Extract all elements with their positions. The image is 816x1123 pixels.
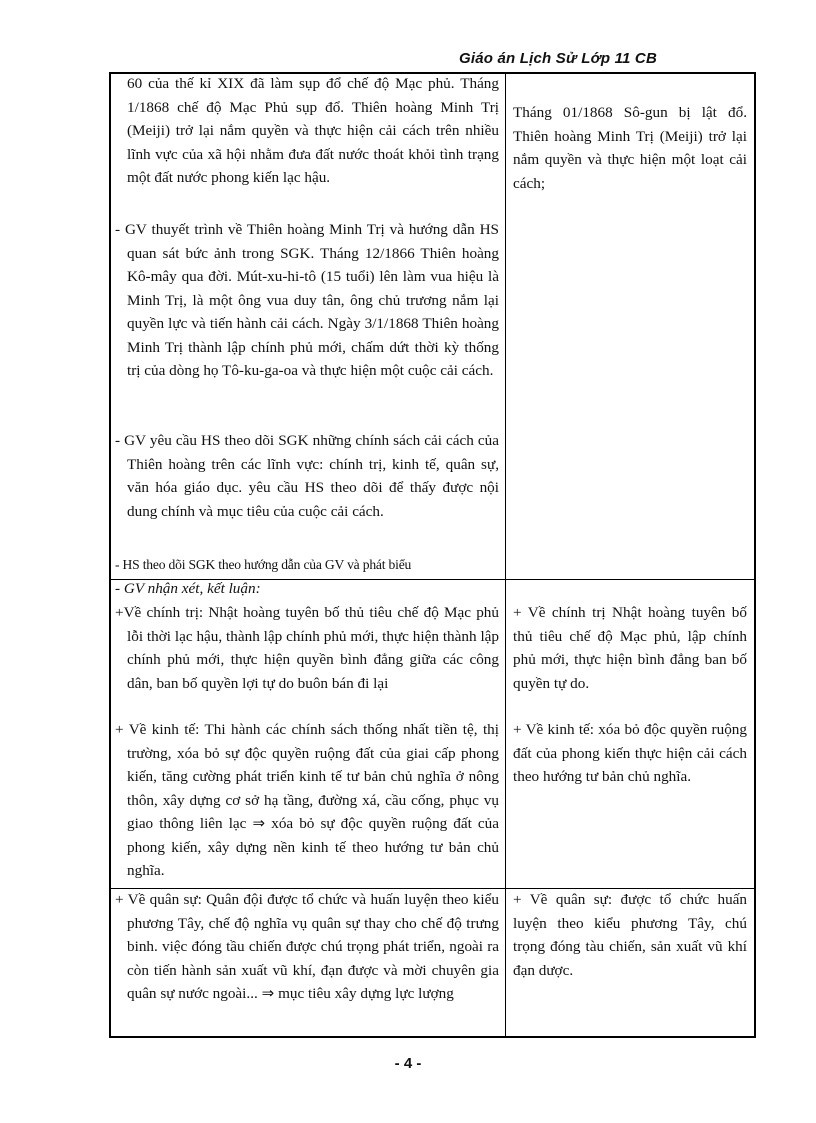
summary-economy: + Về kinh tế: xóa bỏ độc quyền ruộng đất của phong kiến thực hiện cải cách theo hướng tư bản chủ nghĩa.: [513, 721, 747, 785]
lesson-table: [109, 72, 756, 1038]
summary-politics: + Về chính trị Nhật hoàng tuyên bố thủ tiêu chế độ Mạc phủ, lập chính phủ mới, thực hiện bình đẳng ban bố quyền tự do.: [513, 604, 747, 692]
summary-meiji-return: Tháng 01/1868 Sô-gun bị lật đổ. Thiên hoàng Minh Trị (Meiji) trở lại nắm quyền và thực hiện một loạt cải cách;: [513, 104, 747, 192]
paragraph-gv-conclusion: - GV nhận xét, kết luận:: [115, 580, 261, 597]
paragraph-hs-follow: - HS theo dõi SGK theo hướng dẫn của GV và phát biểu: [115, 557, 412, 572]
page-number: - 4 -: [394, 1055, 422, 1072]
column-divider: [505, 74, 506, 1036]
paragraph-economy: + Về kinh tế: Thi hành các chính sách thống nhất tiền tệ, thị trường, xóa bỏ sự độc quyền ruộng đất của giai cấp phong kiến, tăng cường phát triển kinh tế tư bản chủ nghĩa ở nông thôn, xây dựng cơ sở hạ tầng, đường xá, cầu cống, phục vụ giao thông liên lạc ⇒ xóa bỏ sự độc quyền ruộng đất của phong kiến, xây dựng nền kinh tế theo hướng tư bản chủ nghĩa.: [115, 721, 499, 879]
paragraph-gv-presentation: - GV thuyết trình về Thiên hoàng Minh Trị và hướng dẫn HS quan sát bức ảnh trong SGK. Tháng 12/1866 Thiên hoàng Kô-mây qua đời. Mút-xu-hi-tô (15 tuổi) lên làm vua hiệu là Minh Trị, là một ông vua duy tân, ông chủ trương nắm lại quyền lực và tiến hành cải cách. Ngày 3/1/1868 Thiên hoàng Minh Trị thành lập chính phủ mới, chấm dứt thời kỳ thống trị của dòng họ Tô-ku-ga-oa và thực hiện một cuộc cải cách.: [115, 221, 499, 379]
paragraph-military: + Về quân sự: Quân đội được tổ chức và huấn luyện theo kiểu phương Tây, chế độ nghĩa vụ quân sự thay cho chế độ trưng binh. việc đóng tầu chiến được chú trọng phát triển, ngoài ra còn tiến hành sản xuất vũ khí, đạn được và mời chuyên gia quân sự nước ngoài... ⇒ mục tiêu xây dựng lực lượng: [115, 891, 499, 1002]
paragraph-politics: +Về chính trị: Nhật hoàng tuyên bố thủ tiêu chế độ Mạc phủ lỗi thời lạc hậu, thành lập chính phủ mới, thực hiện thành lập chính phủ mới, thực hiện quyền bình đẳng giữa các công dân, ban bố quyền lợi tự do buôn bán đi lại: [115, 604, 499, 692]
paragraph-gv-request: - GV yêu cầu HS theo dõi SGK những chính sách cải cách của Thiên hoàng trên các lĩnh vực: chính trị, kinh tế, quân sự, văn hóa giáo dục. yêu cầu HS theo dõi để thấy được nội dung chính và mục tiêu của cuộc cải cách.: [115, 432, 499, 520]
paragraph-meiji-intro: 60 của thế kỉ XIX đã làm sụp đổ chế độ Mạc phủ. Tháng 1/1868 chế độ Mạc Phủ sụp đổ. Thiên hoàng Minh Trị (Meiji) trở lại nắm quyền và thực hiện cải cách trên nhiều lĩnh vực của xã hội nhằm đưa đất nước thoát khỏi tình trạng một đất nước phong kiến lạc hậu.: [127, 75, 499, 186]
document-header: Giáo án Lịch Sử Lớp 11 CB: [458, 50, 657, 67]
summary-military: + Về quân sự: được tổ chức huấn luyện theo kiểu phương Tây, chú trọng đóng tàu chiến, sản xuất vũ khí đạn dược.: [513, 891, 747, 979]
